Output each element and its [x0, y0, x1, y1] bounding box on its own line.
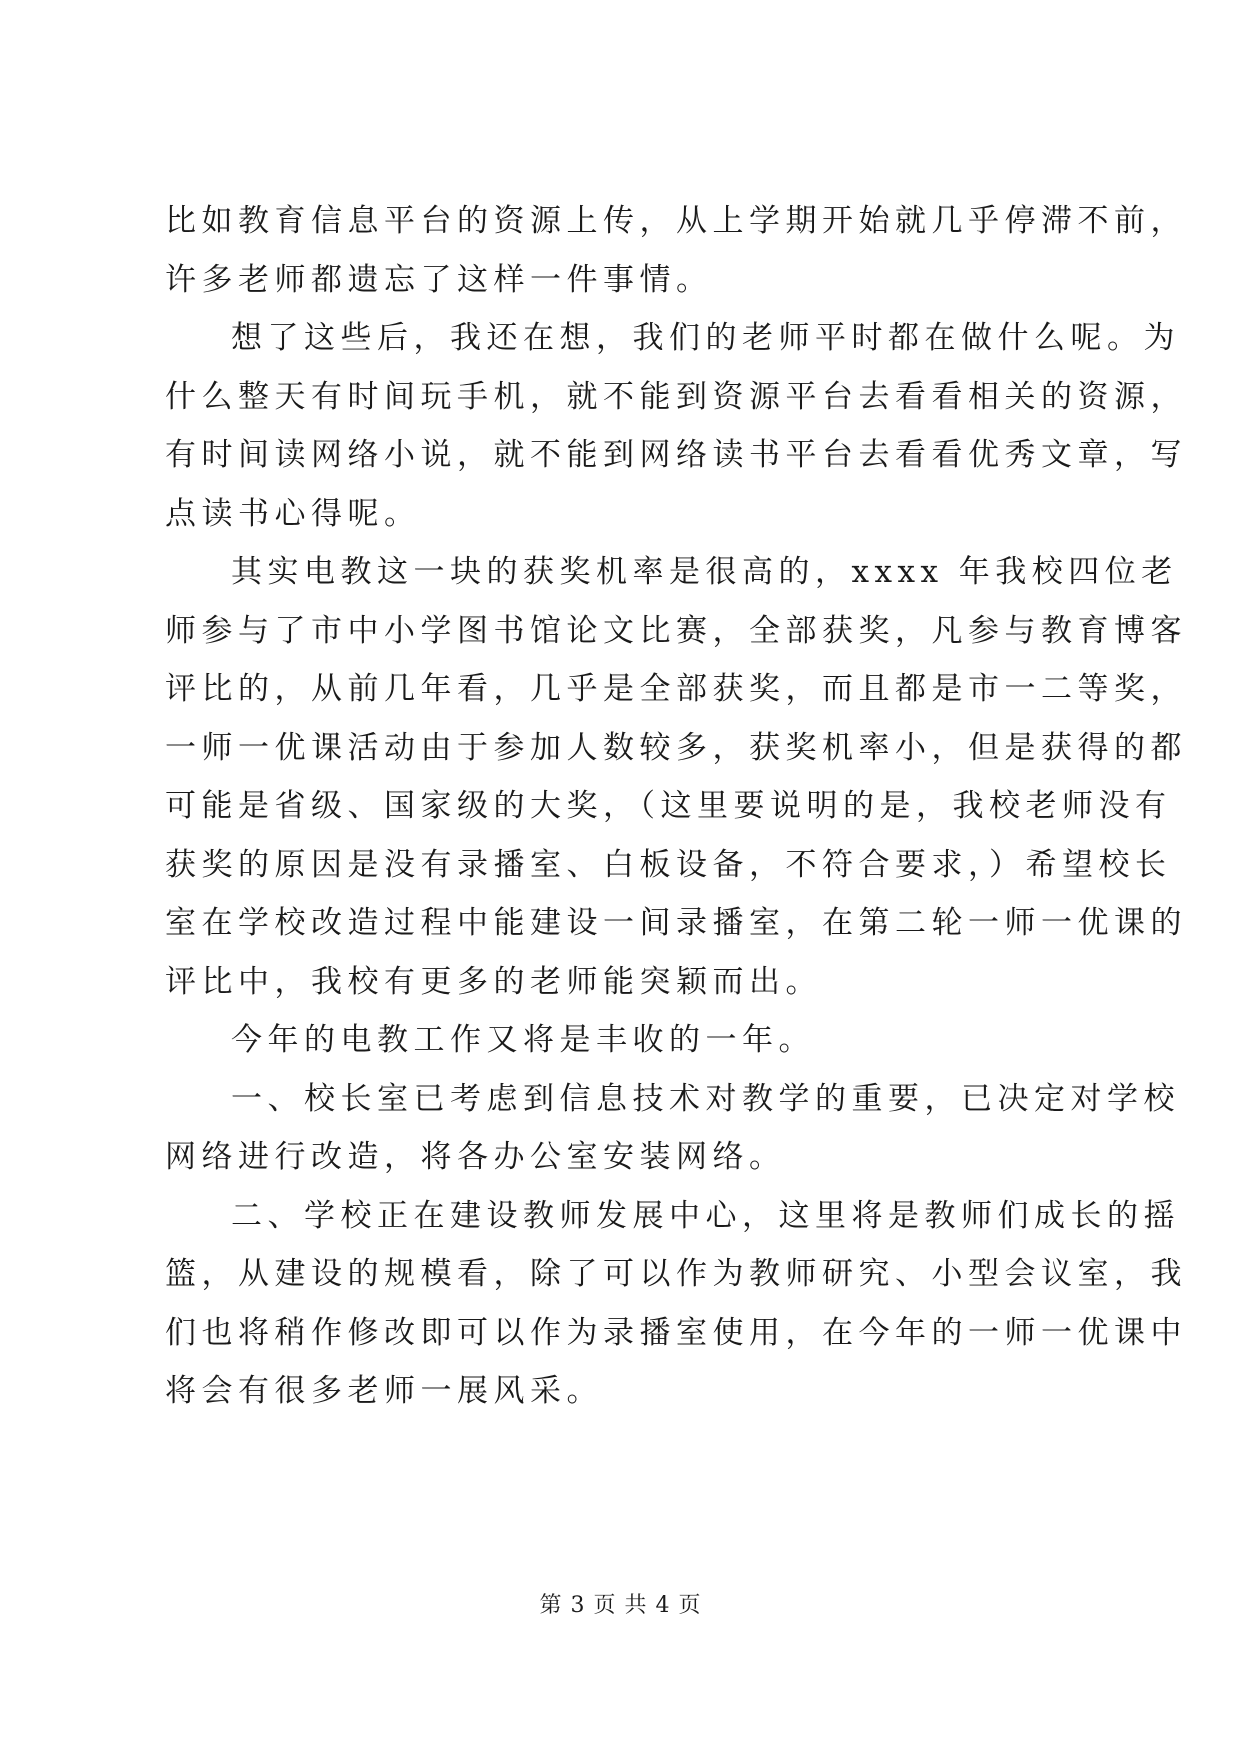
text-line: 一师一优课活动由于参加人数较多，获奖机率小，但是获得的都: [165, 729, 1187, 766]
text-line: 评比的，从前几年看，几乎是全部获奖，而且都是市一二等奖，: [165, 671, 1187, 707]
text-line: 想了这些后，我还在想，我们的老师平时都在做什么呢。为: [231, 320, 1180, 356]
text-line: 比如教育信息平台的资源上传，从上学期开始就几乎停滞不前，: [165, 203, 1187, 239]
text-line: 评比中，我校有更多的老师能突颖而出。: [165, 963, 822, 1000]
text-line: 们也将稍作修改即可以作为录播室使用，在今年的一师一优课中: [165, 1314, 1187, 1351]
text-line: 其实电教这一块的获奖机率是很高的，xxxx 年我校四位老: [231, 554, 1178, 590]
text-line: 师参与了市中小学图书馆论文比赛，全部获奖，凡参与教育博客: [165, 612, 1187, 649]
text-line: 可能是省级、国家级的大奖，（这里要说明的是，我校老师没有: [165, 788, 1172, 824]
document-body: [165, 192, 1187, 1421]
text-line: 网络进行改造，将各办公室安装网络。: [165, 1139, 786, 1175]
text-line: 一、校长室已考虑到信息技术对教学的重要，已决定对学校: [231, 1080, 1180, 1117]
text-line: 获奖的原因是没有录播室、白板设备，不符合要求，）希望校长: [165, 846, 1172, 883]
text-line: 今年的电教工作又将是丰收的一年。: [231, 1022, 815, 1058]
text-line: 二、学校正在建设教师发展中心，这里将是教师们成长的摇: [231, 1197, 1180, 1234]
text-line: 什么整天有时间玩手机，就不能到资源平台去看看相关的资源，: [165, 378, 1187, 415]
text-line: 室在学校改造过程中能建设一间录播室，在第二轮一师一优课的: [165, 905, 1187, 941]
text-line: 有时间读网络小说，就不能到网络读书平台去看看优秀文章，写: [165, 437, 1187, 473]
text-line: 许多老师都遗忘了这样一件事情。: [165, 261, 713, 298]
text-line: 点读书心得呢。: [165, 495, 421, 532]
page-number-footer: 第 3 页 共 4 页: [539, 1593, 702, 1618]
text-line: 篮，从建设的规模看，除了可以作为教师研究、小型会议室，我: [165, 1256, 1187, 1292]
text-line: 将会有很多老师一展风采。: [165, 1373, 603, 1409]
